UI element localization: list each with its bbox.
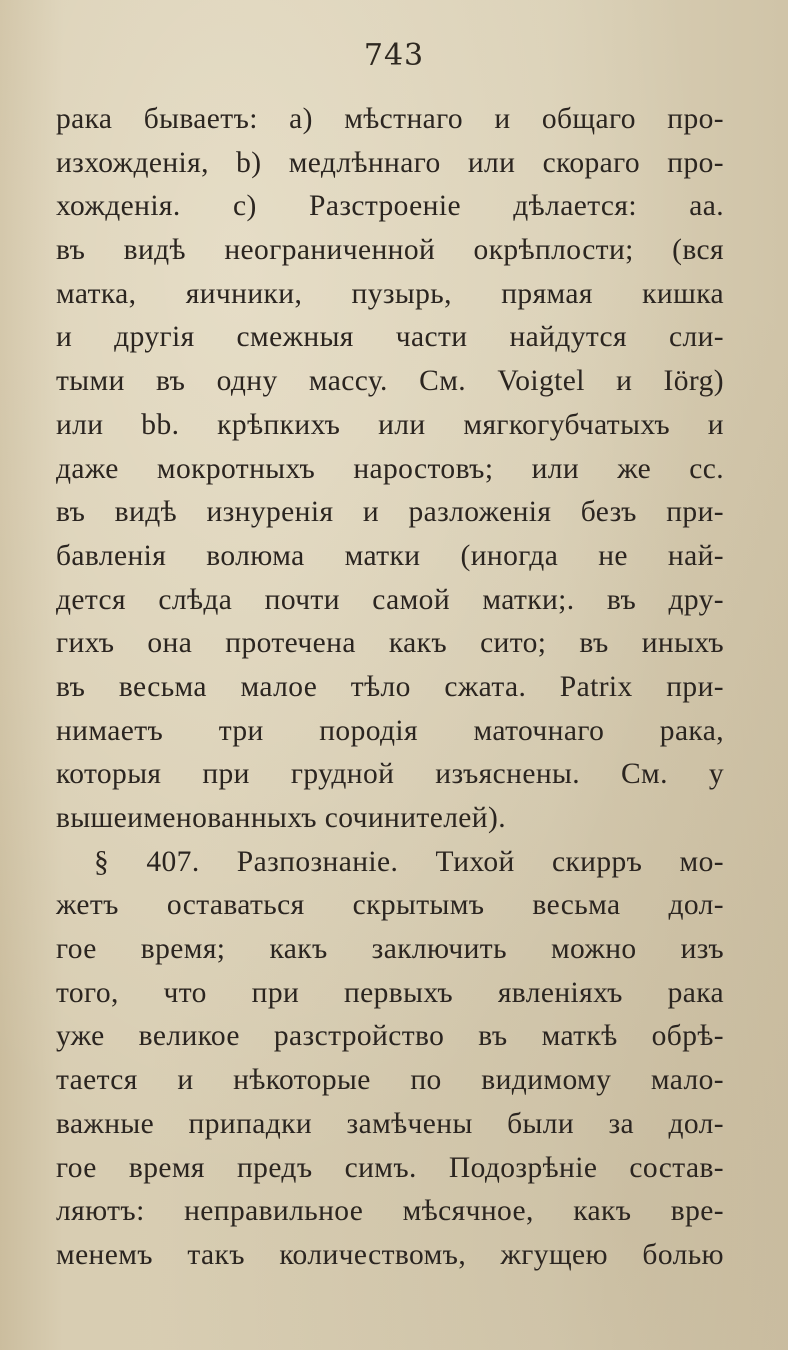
text-line: нимаетъ три породія маточнаго рака, [56, 714, 724, 747]
text-line: рака бываетъ: а) мѣстнаго и общаго про- [56, 103, 724, 135]
text-line: матка, яичники, пузырь, прямая кишка [56, 277, 724, 310]
text-line [56, 1278, 724, 1322]
text-line: тается и нѣкоторые по видимому мало- [56, 1064, 724, 1097]
text-line: § 407. Разпознаніе. Тихой скирръ мо- [94, 845, 724, 878]
paragraph-2 [56, 841, 724, 1322]
text-line: вышеименованныхъ сочинителей). [56, 802, 506, 834]
text-block [56, 98, 724, 1321]
text-line: жетъ оставаться скрытымъ весьма дол- [56, 889, 724, 922]
text-line: въ видѣ неограниченной окрѣплости; (вся [56, 234, 724, 267]
text-line: гихъ она протечена какъ сито; въ иныхъ [56, 627, 724, 660]
text-line: дется слѣда почти самой матки;. въ дру- [56, 583, 724, 616]
paragraph-1 [56, 98, 724, 841]
text-line: менемъ такъ количествомъ, жгущею болью [56, 1238, 724, 1271]
text-line: хожденія. с) Разстроеніе дѣлается: аа. [56, 190, 724, 223]
text-line: тыми въ одну массу. См. Voigtel и Iörg) [56, 365, 724, 398]
text-line: въ видѣ изнуренія и разложенія безъ при- [56, 496, 724, 529]
page-number: 743 [363, 38, 425, 73]
text-line: которыя при грудной изъяснены. См. у [56, 758, 724, 791]
text-line: гое время предъ симъ. Подозрѣніе состав- [56, 1151, 724, 1184]
text-line: гое время; какъ заключить можно изъ [56, 933, 724, 966]
text-line: въ весьма малое тѣло сжата. Patrix при- [56, 670, 724, 703]
text-line: ляютъ: неправильное мѣсячное, какъ вре- [56, 1195, 724, 1228]
text-line: бавленія волюма матки (иногда не най- [56, 539, 724, 572]
text-line: и другія смежныя части найдутся сли- [56, 321, 724, 354]
text-line: или bb. крѣпкихъ или мягкогубчатыхъ и [56, 408, 724, 441]
text-line: даже мокротныхъ наростовъ; или же сс. [56, 452, 724, 485]
text-line: важные припадки замѣчены были за дол- [56, 1107, 724, 1140]
text-line: изхожденія, b) медлѣннаго или скораго про- [56, 146, 724, 179]
text-line: того, что при первыхъ явленіяхъ рака [56, 976, 724, 1009]
text-line: уже великое разстройство въ маткѣ обрѣ- [56, 1020, 724, 1053]
